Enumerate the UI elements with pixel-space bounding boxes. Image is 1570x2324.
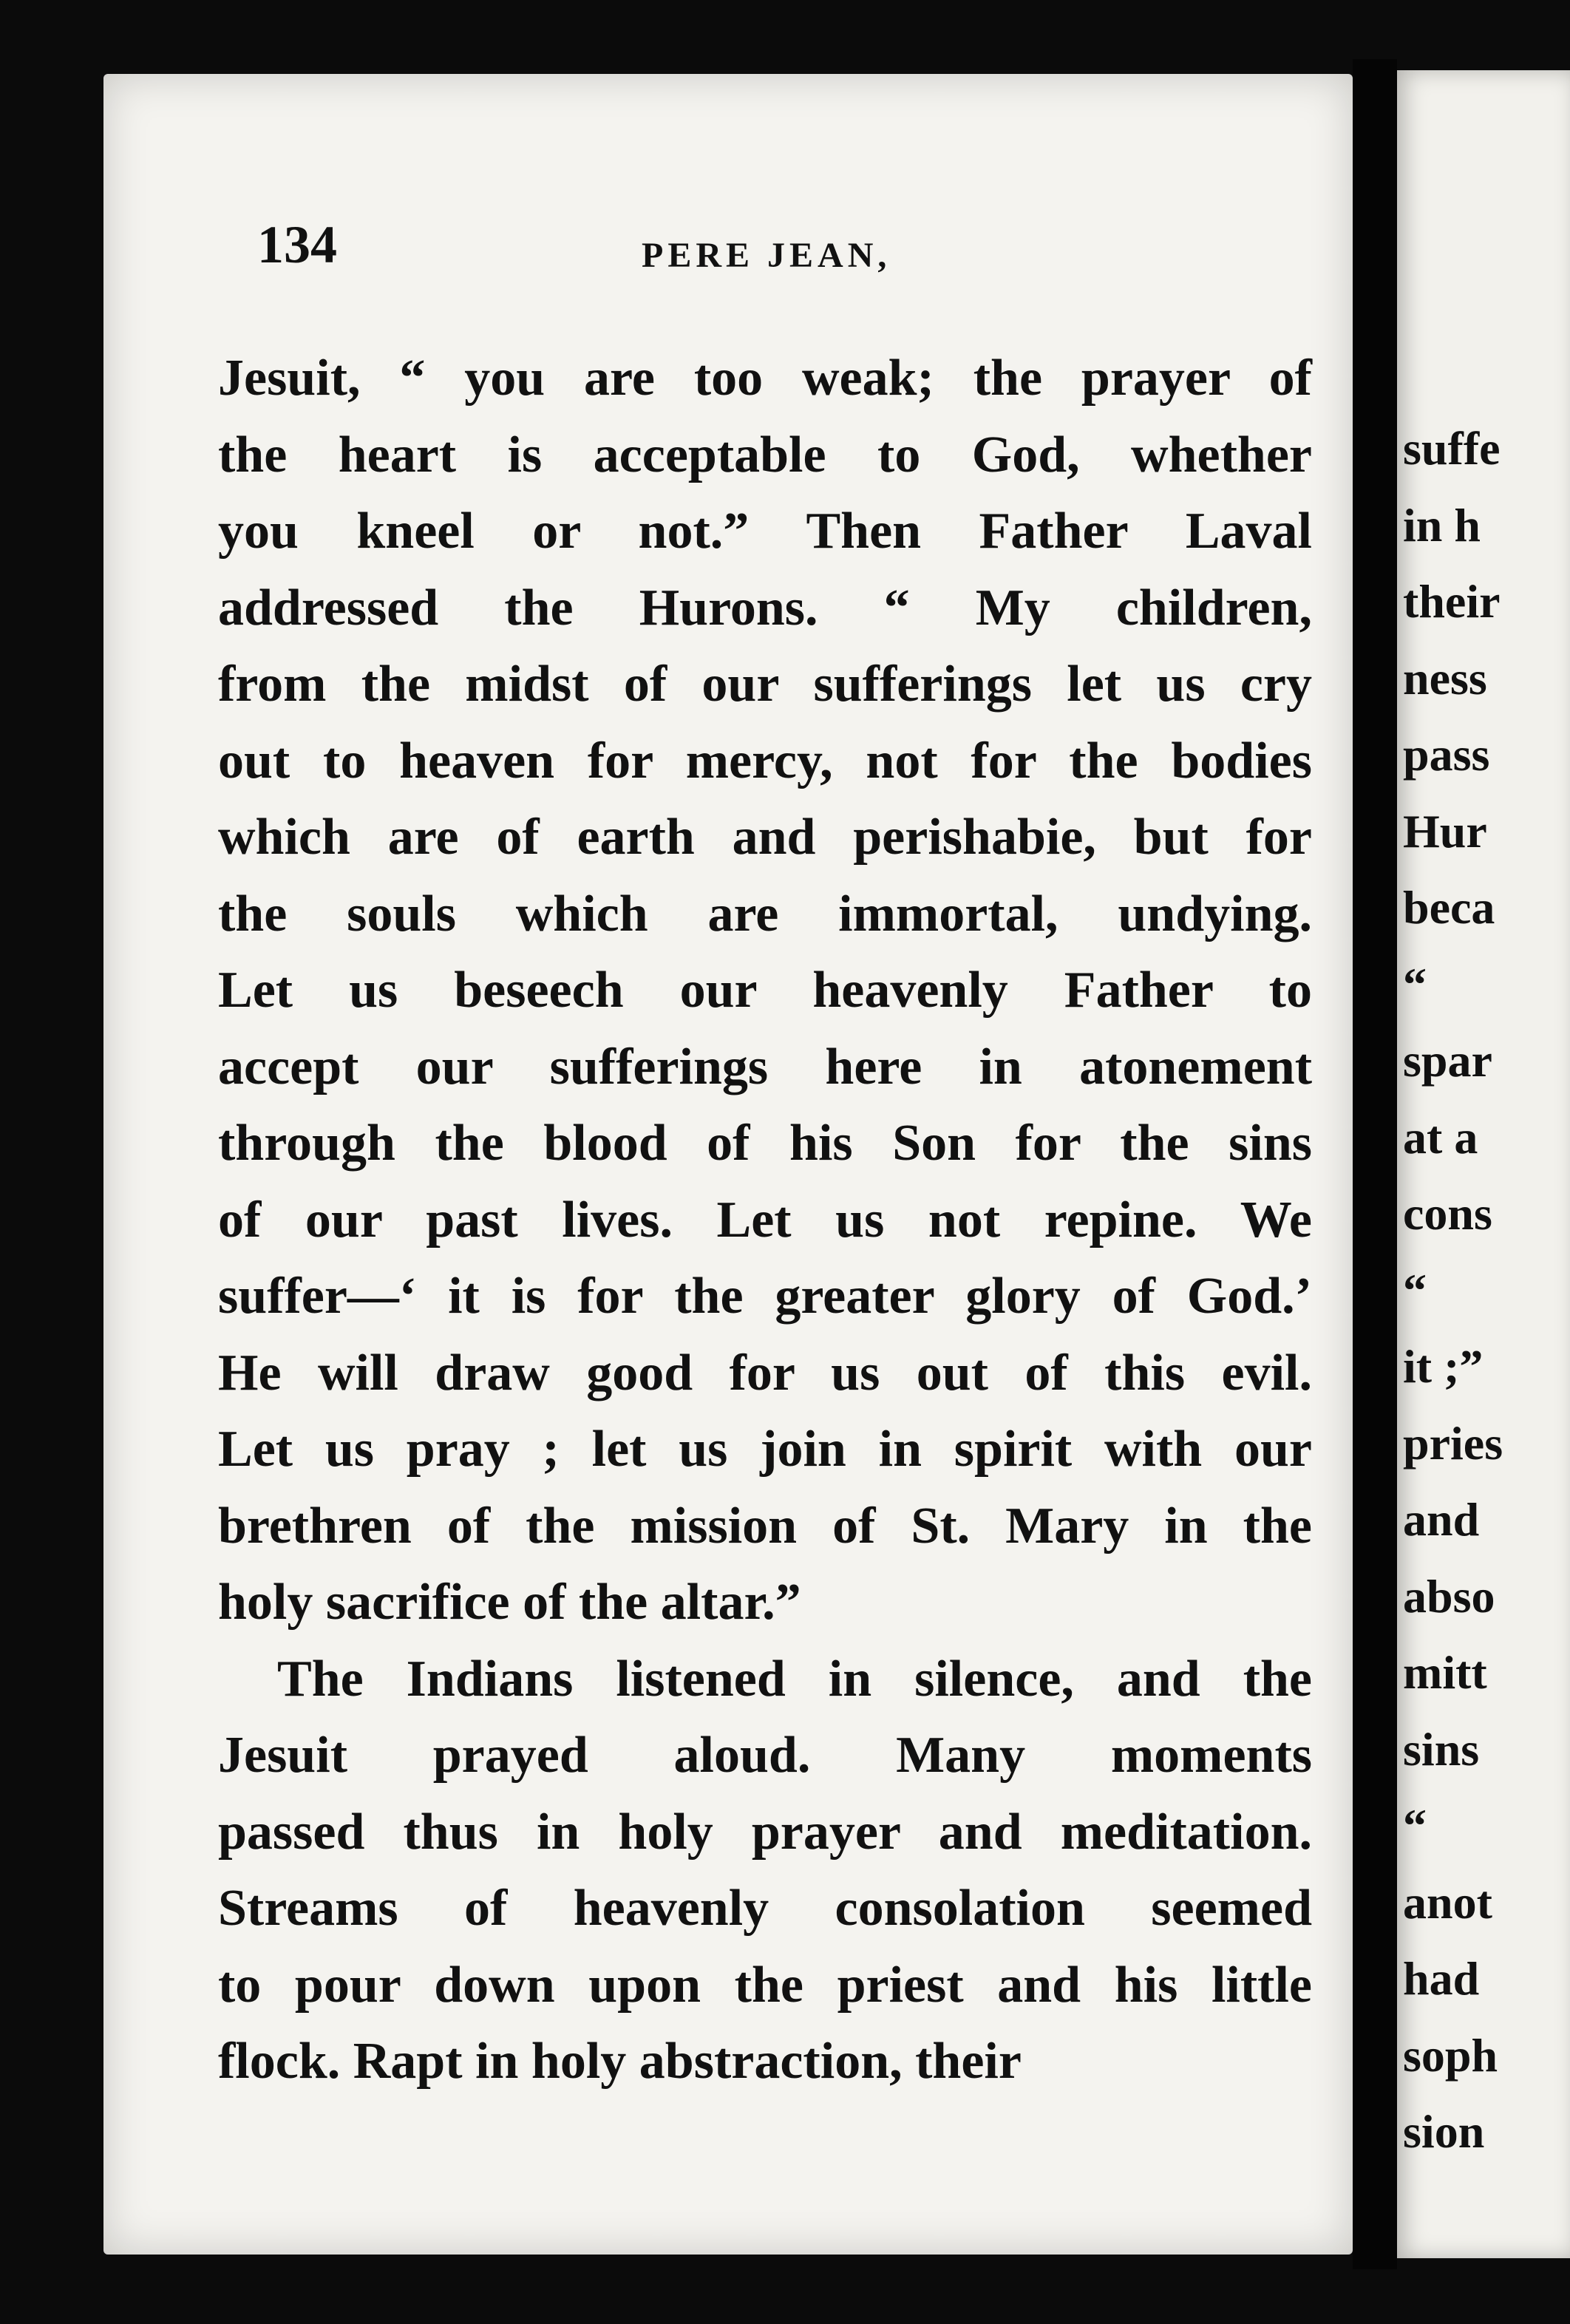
facing-page-line: anot xyxy=(1403,1875,1492,1929)
text-line: He will draw good for us out of this evil. xyxy=(218,1344,1312,1401)
text-line: passed thus in holy prayer and meditation. xyxy=(218,1803,1312,1861)
text-line: accept our sufferings here in atonement xyxy=(218,1038,1312,1095)
facing-page-line: “ xyxy=(1403,1799,1427,1852)
text-line: Let us beseech our heavenly Father to xyxy=(218,962,1312,1019)
facing-page-line: soph xyxy=(1403,2028,1498,2082)
text-line: Jesuit prayed aloud. Many moments xyxy=(218,1727,1312,1784)
page-number: 134 xyxy=(257,215,337,274)
text-line: of our past lives. Let us not repine. We xyxy=(218,1191,1312,1248)
facing-page-text xyxy=(1403,410,1503,2170)
facing-page-line: ness xyxy=(1403,651,1487,704)
body-text xyxy=(218,340,1312,2100)
text-line: addressed the Hurons. “ My children, xyxy=(218,579,1312,636)
facing-page-line: at a xyxy=(1403,1110,1478,1163)
facing-page-line: beca xyxy=(1403,881,1495,934)
facing-page-line: had xyxy=(1403,1952,1480,2005)
facing-page-line: pries xyxy=(1403,1416,1503,1470)
facing-page-line: their xyxy=(1403,575,1501,628)
book-gutter xyxy=(1353,59,1397,2269)
page-header xyxy=(257,214,1292,281)
facing-page-line: pass xyxy=(1403,728,1490,781)
facing-page-line: sion xyxy=(1403,2105,1485,2158)
text-line: out to heaven for mercy, not for the bodies xyxy=(218,732,1312,789)
text-line: suffer—‘ it is for the greater glory of God.’ xyxy=(218,1268,1312,1325)
text-line: which are of earth and perishabie, but for xyxy=(218,809,1312,866)
text-line: Jesuit, “ you are too weak; the prayer of xyxy=(218,350,1312,407)
facing-page-line: in h xyxy=(1403,498,1481,551)
facing-page-line: and xyxy=(1403,1493,1480,1546)
facing-page-line: Hur xyxy=(1403,804,1487,857)
text-line: to pour down upon the priest and his little xyxy=(218,1956,1312,2014)
facing-page-line: cons xyxy=(1403,1187,1492,1240)
text-line: flock. Rapt in holy abstraction, their xyxy=(218,2033,1022,2090)
facing-page-line: suffe xyxy=(1403,422,1501,475)
running-head: PERE JEAN, xyxy=(642,236,891,275)
facing-page-line: sins xyxy=(1403,1722,1480,1776)
facing-page-line: mitt xyxy=(1403,1646,1487,1699)
text-line: brethren of the mission of St. Mary in the xyxy=(218,1497,1312,1555)
facing-page xyxy=(1397,70,1570,2258)
facing-page-line: abso xyxy=(1403,1569,1495,1623)
facing-page-line: “ xyxy=(1403,1263,1427,1316)
text-line: through the blood of his Son for the sins xyxy=(218,1115,1312,1172)
facing-page-line: “ xyxy=(1403,957,1427,1010)
text-line: you kneel or not.” Then Father Laval xyxy=(218,503,1312,560)
text-line: Let us pray ; let us join in spirit with our xyxy=(218,1421,1312,1478)
text-line: Streams of heavenly consolation seemed xyxy=(218,1880,1312,1937)
facing-page-line: spar xyxy=(1403,1034,1492,1087)
text-line: from the midst of our sufferings let us cry xyxy=(218,656,1312,713)
text-line: the souls which are immortal, undying. xyxy=(218,885,1312,942)
text-line: the heart is acceptable to God, whether xyxy=(218,426,1312,483)
text-line: holy sacrifice of the altar.” xyxy=(218,1574,801,1631)
text-line: The Indians listened in silence, and the xyxy=(277,1650,1312,1708)
facing-page-line: it ;” xyxy=(1403,1340,1484,1393)
